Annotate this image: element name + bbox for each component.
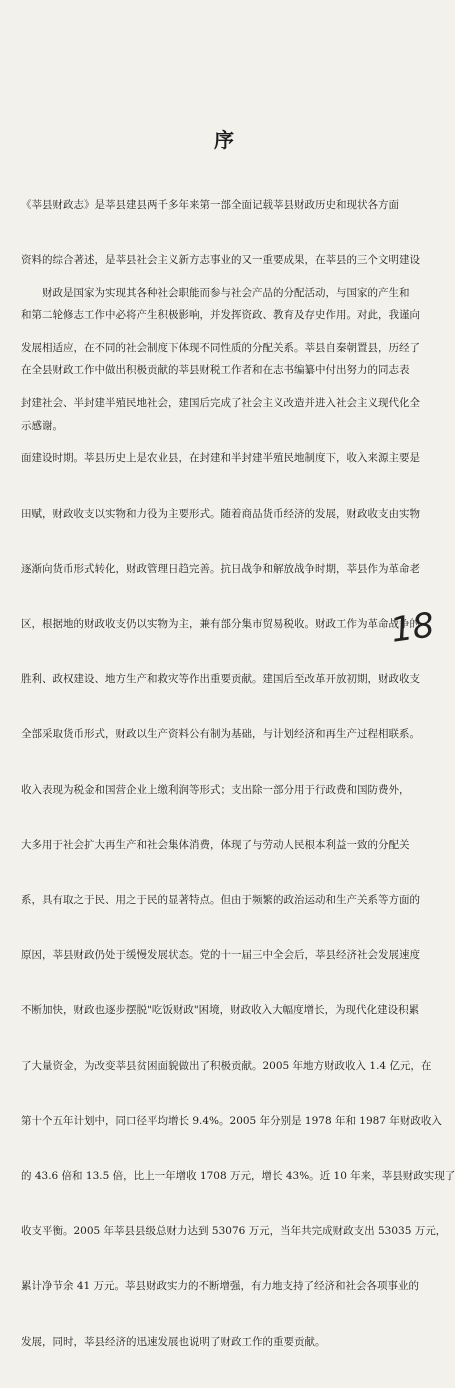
text-line: 区，根据地的财政收支仍以实物为主，兼有部分集市贸易税收。财政工作为革命战争的 [21,618,420,631]
text-line: 收入表现为税金和国营企业上缴利润等形式；支出除一部分用于行政费和国防费外， [21,783,410,796]
text-line: 财政是国家为实现其各种社会职能而参与社会产品的分配活动，与国家的产生和 [42,286,410,299]
page-title: 序 [214,128,236,152]
text-line: 《莘县财政志》是莘县建县两千多年来第一部全面记载莘县财政历史和现状各方面 [21,198,399,211]
text-line: 系，具有取之于民、用之于民的显著特点。但由于频繁的政治运动和生产关系等方面的 [21,894,420,907]
text-line: 示感谢。 [21,419,63,432]
text-line: 全部采取货币形式，财政以生产资料公有制为基础，与计划经济和再生产过程相联系。 [21,728,420,741]
text-line: 资料的综合著述，是莘县社会主义新方志事业的又一重要成果，在莘县的三个文明建设 [21,254,420,267]
page-number: 18 [388,605,437,651]
text-line: 不断加快，财政也逐步摆脱"吃饭财政"困境，财政收入大幅度增长，为现代化建设积累 [21,1004,420,1017]
text-line: 胜利、政权建设、地方生产和救灾等作出重要贡献。建国后至改革开放初期，财政收支 [21,673,420,686]
text-line: 逐渐向货币形式转化，财政管理日趋完善。抗日战争和解放战争时期，莘县作为革命老 [21,562,420,575]
text-line: 大多用于社会扩大再生产和社会集体消费，体现了与劳动人民根本利益一致的分配关 [21,838,410,851]
text-line: 面建设时期。莘县历史上是农业县，在封建和半封建半殖民地制度下，收入来源主要是 [21,452,420,465]
text-line: 田赋，财政收支以实物和力役为主要形式。随着商品货币经济的发展，财政收支由实物 [21,507,420,520]
text-line: 封建社会、半封建半殖民地社会，建国后完成了社会主义改造并进入社会主义现代化全 [21,397,420,410]
text-line: 累计净节余 41 万元。莘县财政实力的不断增强，有力地支持了经济和社会各项事业的 [21,1280,420,1293]
text-line: 在全县财政工作中做出积极贡献的莘县财税工作者和在志书编纂中付出努力的同志表 [21,364,410,377]
text-line: 原因，莘县财政仍处于缓慢发展状态。党的十一届三中全会后，莘县经济社会发展速度 [21,949,420,962]
text-line: 的 43.6 倍和 13.5 倍，比上一年增收 1708 万元，增长 43%。近 10 年来，莘县财政实现了 [21,1170,455,1183]
text-line: 收支平衡。2005 年莘县县级总财力达到 53076 万元，当年共完成财政支出 53035 万元， [21,1225,447,1238]
text-line: 发展相适应，在不同的社会制度下体现不同性质的分配关系。莘县自秦朝置县，历经了 [21,342,420,355]
text-line: 发展，同时，莘县经济的迅速发展也说明了财政工作的重要贡献。 [21,1335,326,1348]
paragraph-2 [0,247,455,1388]
text-line: 和第二轮修志工作中必将产生积极影响，并发挥资政、教育及存史作用。对此，我谨向 [21,309,420,322]
text-line: 第十个五年计划中，同口径平均增长 9.4%。2005 年分别是 1978 年和 1987 年财政收入 [21,1114,442,1127]
text-line: 了大量资金，为改变莘县贫困面貌做出了积极贡献。2005 年地方财政收入 1.4 亿元，在 [21,1059,432,1072]
